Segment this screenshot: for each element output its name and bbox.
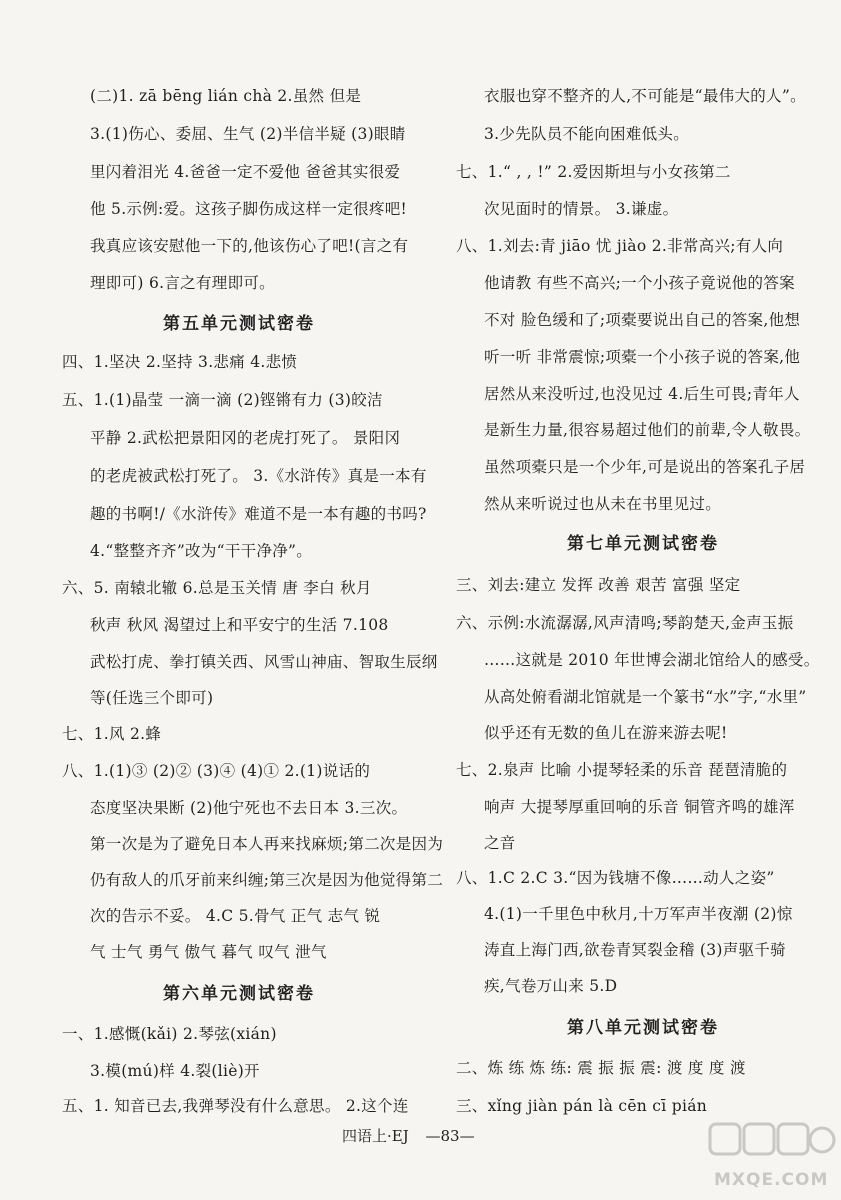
text-line: (二)1. zā bēng lián chà 2.虽然 但是 xyxy=(90,87,362,105)
watermark-logo xyxy=(708,1118,836,1194)
text-line: 3.(1)伤心、委屈、生气 (2)半信半疑 (3)眼睛 xyxy=(90,125,406,143)
text-line: 居然从来没听过,也没见过 4.后生可畏;青年人 xyxy=(484,385,800,403)
text-line: 我真应该安慰他一下的,他该伤心了吧!(言之有 xyxy=(90,237,409,255)
text-line: ……这就是 2010 年世博会湖北馆给人的感受。 xyxy=(484,651,820,669)
text-line: 之音 xyxy=(484,834,516,852)
page-footer xyxy=(342,1126,475,1146)
text-line: 六、5. 南辕北辙 6.总是玉关情 唐 李白 秋月 xyxy=(62,579,372,597)
text-line: 八、1.C 2.C 3.“因为钱塘不像……动人之姿” xyxy=(456,869,775,887)
text-line: 仍有敌人的爪牙前来纠缠;第三次是因为他觉得第二 xyxy=(90,871,444,889)
section-heading: 第六单元测试密卷 xyxy=(163,984,315,1004)
text-line: 4.(1)一千里色中秋月,十万军声半夜潮 (2)惊 xyxy=(484,905,793,923)
text-line: 里闪着泪光 4.爸爸一定不爱他 爸爸其实很爱 xyxy=(90,163,401,181)
section-heading: 第七单元测试密卷 xyxy=(567,534,719,554)
text-line: 理即可) 6.言之有理即可。 xyxy=(90,274,275,292)
text-line: 七、2.泉声 比喻 小提琴轻柔的乐音 琵琶清脆的 xyxy=(456,761,788,779)
text-line: 从高处俯看湖北馆就是一个篆书“水”字,“水里” xyxy=(484,688,807,706)
footer-label: 四语上·EJ xyxy=(342,1127,409,1145)
text-line: 六、示例:水流潺潺,风声清鸣;琴韵楚天,金声玉振 xyxy=(456,614,794,632)
text-line: 然从来听说过也从未在书里见过。 xyxy=(484,495,722,513)
text-line: 三、刘去:建立 发挥 改善 艰苦 富强 坚定 xyxy=(456,576,741,594)
section-heading: 第五单元测试密卷 xyxy=(163,314,315,334)
text-line: 他 5.示例:爱。这孩子脚伤成这样一定很疼吧! xyxy=(90,200,408,218)
text-line: 趣的书啊!/《水浒传》难道不是一本有趣的书吗? xyxy=(90,505,427,523)
text-line: 八、1.(1)③ (2)② (3)④ (4)① 2.(1)说话的 xyxy=(62,762,371,780)
text-line: 五、1.(1)晶莹 一滴一滴 (2)铿锵有力 (3)皎洁 xyxy=(62,391,383,409)
text-line: 3.少先队员不能向困难低头。 xyxy=(484,125,689,143)
text-line: 次的告示不妥。 4.C 5.骨气 正气 志气 锐 xyxy=(90,907,381,925)
text-line: 等(任选三个即可) xyxy=(90,689,214,707)
text-line: 虽然项橐只是一个少年,可是说出的答案孔子居 xyxy=(484,458,806,476)
text-line: 秋声 秋风 渴望过上和平安宁的生活 7.108 xyxy=(90,616,389,634)
text-line: 4.“整整齐齐”改为“干干净净”。 xyxy=(90,542,313,560)
text-line: 五、1. 知音已去,我弹琴没有什么意思。 2.这个连 xyxy=(62,1097,409,1115)
text-line: 响声 大提琴厚重回响的乐音 铜管齐鸣的雄浑 xyxy=(484,798,795,816)
text-line: 听一听 非常震惊;项橐一个小孩子说的答案,他 xyxy=(484,348,801,366)
text-line: 次见面时的情景。 3.谦虚。 xyxy=(484,200,679,218)
text-line: 是新生力量,很容易超过他们的前辈,令人敬畏。 xyxy=(484,421,811,439)
watermark-text: MXQE.COM xyxy=(714,1170,829,1190)
text-line: 七、1.风 2.蜂 xyxy=(62,725,162,743)
text-line: 他请教 有些不高兴;一个小孩子竟说他的答案 xyxy=(484,274,795,292)
text-line: 第一次是为了避免日本人再来找麻烦;第二次是因为 xyxy=(90,835,444,853)
text-line: 一、1.感慨(kǎi) 2.琴弦(xián) xyxy=(62,1025,277,1043)
text-line: 不对 脸色缓和了;项橐要说出自己的答案,他想 xyxy=(484,311,801,329)
text-line: 似乎还有无数的鱼儿在游来游去呢! xyxy=(484,724,728,742)
text-line: 三、xǐng jiàn pán là cēn cī pián xyxy=(456,1097,708,1115)
page-number: —83— xyxy=(425,1127,475,1145)
text-line: 七、1.“ , , !” 2.爱因斯坦与小女孩第二 xyxy=(456,163,731,181)
section-heading: 第八单元测试密卷 xyxy=(567,1018,719,1038)
text-line: 气 士气 勇气 傲气 暮气 叹气 泄气 xyxy=(90,943,327,961)
text-line: 衣服也穿不整齐的人,不可能是“最伟大的人”。 xyxy=(484,87,806,105)
text-line: 涛直上海门西,欲卷青冥裂金稽 (3)声驱千骑 xyxy=(484,941,786,959)
text-line: 态度坚决果断 (2)他宁死也不去日本 3.三次。 xyxy=(90,799,408,817)
text-line: 疾,气卷万山来 5.D xyxy=(484,977,618,995)
watermark-icon xyxy=(708,1118,836,1174)
text-line: 四、1.坚决 2.坚持 3.悲痛 4.悲愤 xyxy=(62,353,298,371)
text-line: 八、1.刘去:青 jiāo 忧 jiào 2.非常高兴;有人向 xyxy=(456,237,784,255)
text-line: 二、炼 练 炼 练: 震 振 振 震: 渡 度 度 渡 xyxy=(456,1059,746,1077)
text-line: 武松打虎、拳打镇关西、风雪山神庙、智取生辰纲 xyxy=(90,653,438,671)
text-line: 平静 2.武松把景阳冈的老虎打死了。 景阳冈 xyxy=(90,429,401,447)
text-line: 的老虎被武松打死了。 3.《水浒传》真是一本有 xyxy=(90,467,427,485)
text-line: 3.模(mú)样 4.裂(liè)开 xyxy=(90,1062,260,1080)
